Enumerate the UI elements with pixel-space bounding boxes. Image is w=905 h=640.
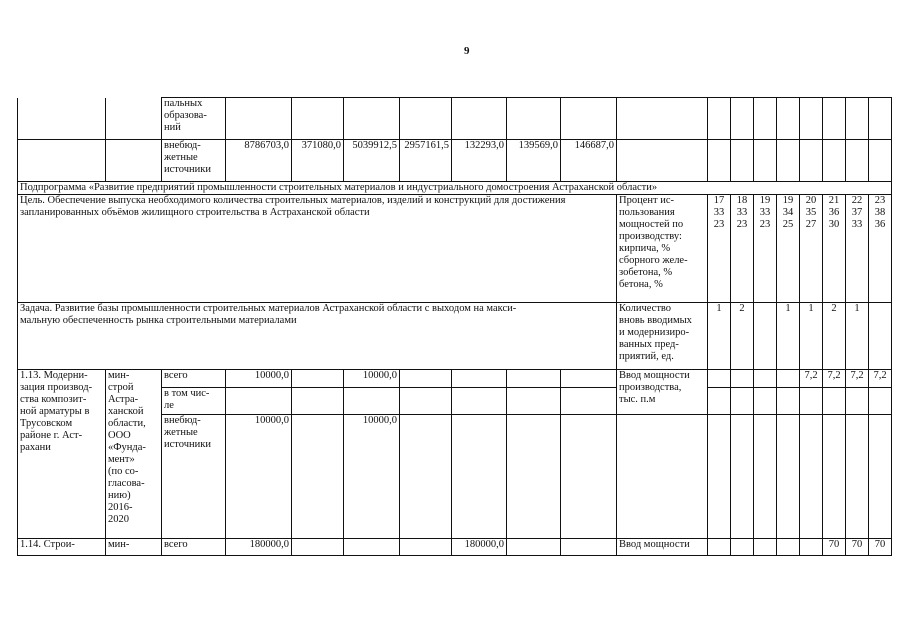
year-cell bbox=[869, 303, 892, 370]
program-table bbox=[17, 97, 892, 556]
year-cell bbox=[754, 303, 777, 370]
value-cell bbox=[561, 370, 617, 388]
year-cell: 7,2 bbox=[869, 370, 892, 388]
value-cell bbox=[400, 539, 452, 556]
value-cell: 371080,0 bbox=[292, 140, 344, 182]
value-cell: 8786703,0 bbox=[226, 140, 292, 182]
value-cell bbox=[344, 539, 400, 556]
row-label: внебюд- жетные источники bbox=[162, 415, 226, 539]
value-cell: 10000,0 bbox=[344, 415, 400, 539]
item-indicator: Ввод мощности производства, тыс. п.м bbox=[617, 370, 708, 415]
table-row bbox=[18, 303, 892, 370]
year-cell: 2 bbox=[731, 303, 754, 370]
item-name: 1.14. Строи- bbox=[18, 539, 106, 556]
year-cell: 19 33 23 bbox=[754, 195, 777, 303]
year-cell bbox=[708, 370, 731, 388]
year-cell: 7,2 bbox=[846, 370, 869, 388]
year-cell: 19 34 25 bbox=[777, 195, 800, 303]
year-cell bbox=[777, 370, 800, 388]
value-cell bbox=[400, 370, 452, 388]
row-label: в том чис- ле bbox=[162, 388, 226, 415]
item-executor: мин- bbox=[106, 539, 162, 556]
value-cell: 5039912,5 bbox=[344, 140, 400, 182]
value-cell bbox=[452, 415, 507, 539]
value-cell bbox=[400, 415, 452, 539]
year-cell bbox=[708, 539, 731, 556]
year-cell bbox=[731, 370, 754, 388]
value-cell: 139569,0 bbox=[507, 140, 561, 182]
value-cell: 180000,0 bbox=[226, 539, 292, 556]
year-cell: 23 38 36 bbox=[869, 195, 892, 303]
value-cell: 10000,0 bbox=[226, 415, 292, 539]
value-cell bbox=[292, 415, 344, 539]
item-executor: мин- строй Астра- ханской области, ООО «Фунда- мент» (по со- гласова- нию) 2016- 2020 bbox=[106, 370, 162, 539]
task-text: Задача. Развитие базы промышленности строительных материалов Астраханской области с выходом на макси- мальную обеспеченность рынка строительными материалами bbox=[18, 303, 617, 370]
value-cell: 132293,0 bbox=[452, 140, 507, 182]
page-number: 9 bbox=[464, 45, 470, 57]
value-cell bbox=[561, 415, 617, 539]
table-row bbox=[18, 539, 892, 556]
value-cell: 10000,0 bbox=[226, 370, 292, 388]
year-cell: 7,2 bbox=[800, 370, 823, 388]
year-cell bbox=[754, 370, 777, 388]
year-cell: 18 33 23 bbox=[731, 195, 754, 303]
year-cell bbox=[800, 539, 823, 556]
table-row bbox=[18, 140, 892, 182]
year-cell: 17 33 23 bbox=[708, 195, 731, 303]
year-cell: 70 bbox=[846, 539, 869, 556]
year-cell: 22 37 33 bbox=[846, 195, 869, 303]
value-cell: 180000,0 bbox=[452, 539, 507, 556]
table-row bbox=[18, 182, 892, 195]
row-label: всего bbox=[162, 370, 226, 388]
year-cell bbox=[754, 539, 777, 556]
year-cell: 1 bbox=[800, 303, 823, 370]
table-row bbox=[18, 370, 892, 388]
subprogram-title: Подпрограмма «Развитие предприятий промышленности строительных материалов и индустриального домостроения Астраханской области» bbox=[18, 182, 892, 195]
value-cell: 2957161,5 bbox=[400, 140, 452, 182]
table-row bbox=[18, 195, 892, 303]
value-cell bbox=[507, 415, 561, 539]
year-cell: 1 bbox=[708, 303, 731, 370]
goal-indicator: Процент ис- пользования мощностей по производству: кирпича, % сборного желе- зобетона, % бетона, % bbox=[617, 195, 708, 303]
value-cell bbox=[452, 370, 507, 388]
year-cell bbox=[777, 539, 800, 556]
value-cell bbox=[507, 539, 561, 556]
year-cell bbox=[731, 539, 754, 556]
item-name: 1.13. Модерни- зация производ- ства композит- ной арматуры в Трусовском районе г. Аст- рахани bbox=[18, 370, 106, 539]
year-cell: 70 bbox=[869, 539, 892, 556]
value-cell bbox=[507, 370, 561, 388]
year-cell: 2 bbox=[823, 303, 846, 370]
table-row bbox=[18, 98, 892, 140]
value-cell bbox=[561, 539, 617, 556]
year-cell: 1 bbox=[846, 303, 869, 370]
goal-text: Цель. Обеспечение выпуска необходимого количества строительных материалов, изделий и конструкций для достижения запланированных объёмов жилищного строительства в Астраханской области bbox=[18, 195, 617, 303]
year-cell: 20 35 27 bbox=[800, 195, 823, 303]
year-cell: 1 bbox=[777, 303, 800, 370]
task-indicator: Количество вновь вводимых и модернизиро- ванных пред- приятий, ед. bbox=[617, 303, 708, 370]
row-label: всего bbox=[162, 539, 226, 556]
source-cell: внебюд- жетные источники bbox=[162, 140, 226, 182]
value-cell: 146687,0 bbox=[561, 140, 617, 182]
value-cell bbox=[292, 370, 344, 388]
year-cell: 7,2 bbox=[823, 370, 846, 388]
item-indicator: Ввод мощности bbox=[617, 539, 708, 556]
source-cell: пальных образова- ний bbox=[162, 98, 226, 140]
year-cell: 70 bbox=[823, 539, 846, 556]
value-cell bbox=[292, 539, 344, 556]
value-cell: 10000,0 bbox=[344, 370, 400, 388]
year-cell: 21 36 30 bbox=[823, 195, 846, 303]
